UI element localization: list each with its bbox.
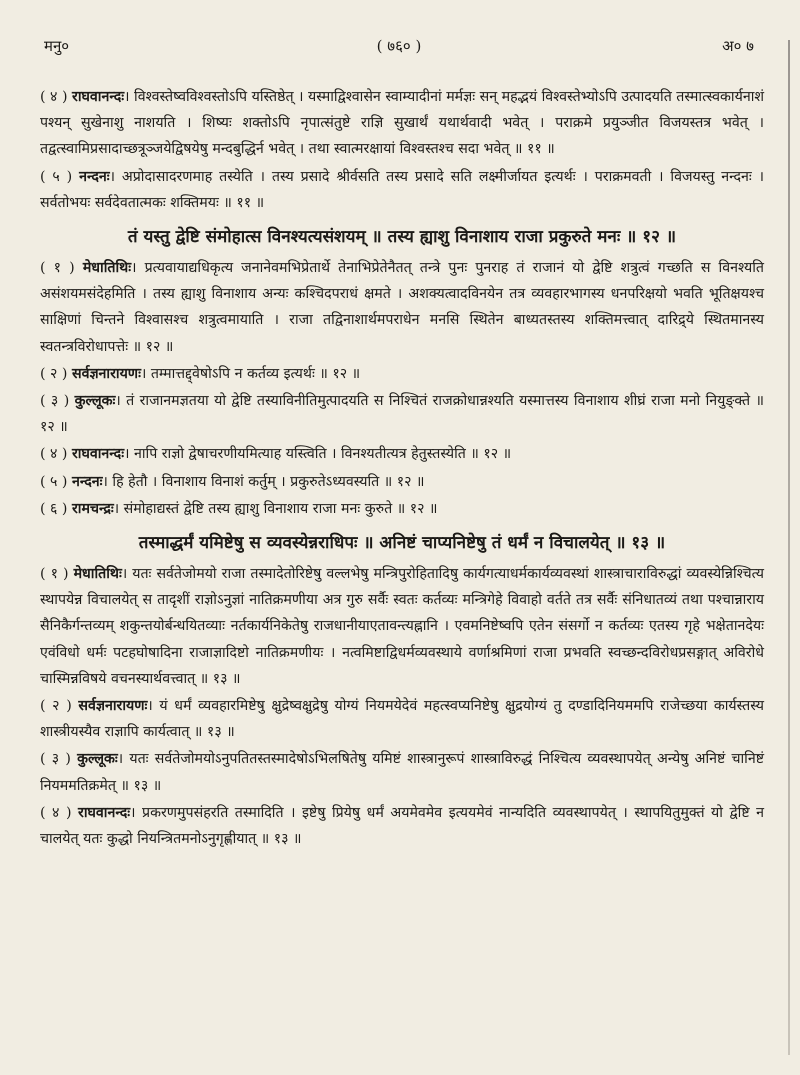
commentator-name: नन्दनः	[71, 473, 103, 490]
commentary-text: । विश्वस्तेष्वविश्वस्तोऽपि यस्तिष्ठेत् । यस्माद्विश्वासेन स्वाम्यादीनां मर्मज्ञः सन् महद्भयं विश्वस्तेभ्योऽपि उत्पादयति तस्मात्स्वकार्यनाशं पश्यन् सुखेनाशु नाशयति । शिष्यः शक्तोऽपि नृपात्संतुष्टे राज्ञि सुखार्थं यथार्थवादी भवेत् । पराक्रमे प्रयुञ्जीत विजयस्तत्र भवेत् । तद्वत्स्वामिप्रसादाच्छत्रूञ्जयेद्विषयेषु मन्दबुद्धिर्न भवेत् । तथा स्वात्मरक्षायां विश्वस्तश्च सदा भवेत् ॥ ११ ॥	[40, 89, 765, 158]
commentator-name: कुल्लूकः	[74, 393, 116, 410]
commentary-paragraph	[40, 361, 764, 387]
running-head	[44, 36, 754, 66]
commentary-text: । यं धर्मं व्यवहारमिष्टेषु क्षुद्रेष्वक्षुद्रेषु योग्यं नियमयेदेवं महत्स्वप्यनिष्टेषु क्षुद्रयोग्यं तु दण्डादिनियममपि राजेच्छया कार्यस्तस्य शास्त्रीयस्यैव राज्ञापि कार्यत्वात् ॥ १३ ॥	[40, 698, 764, 741]
commentary-body	[40, 84, 764, 853]
commentator-name: मेधातिथिः	[82, 260, 132, 277]
commentary-number: ( ४ )	[40, 446, 68, 463]
commentary-text: । तं राजानमज्ञतया यो द्वेष्टि तस्याविनीतिमुत्पादयति स निश्चितं राजक्रोधान्नश्यति यस्मात्तस्य विनाशाय शीघ्रं राजा मनो नियुङ्क्ते ॥ १२ ॥	[40, 393, 764, 436]
commentator-name: सर्वज्ञनारायणः	[71, 365, 141, 382]
commentary-text: । संमोहाद्यस्तं द्वेष्टि तस्य ह्याशु विनाशाय राजा मनः कुरुते ॥ १२ ॥	[113, 500, 438, 517]
commentator-name: कुल्लूकः	[77, 751, 118, 768]
commentator-name: राघवानन्दः	[71, 446, 125, 463]
commentary-paragraph	[40, 693, 764, 745]
commentary-paragraph	[40, 469, 764, 495]
commentary-number: ( १ )	[40, 566, 69, 583]
verse-line: तं यस्तु द्वेष्टि संमोहात्स विनश्यत्यसंशयम् ॥ तस्य ह्याशु विनाशाय राजा प्रकुरुते मनः ॥ १२ ॥	[127, 227, 677, 248]
commentary-number: ( ३ )	[40, 751, 71, 768]
commentary-text: । यतः सर्वतेजोमयो राजा तस्मादेतोरिष्टेषु वल्लभेषु मन्त्रिपुरोहितादिषु कार्यगत्याधर्मकार्यव्यवस्थां शास्त्राचाराविरुद्धां व्यवस्येन्निश्चित्य स्थापयेन्न विचालयेत् स तादृशीं राज्ञोऽनुज्ञां नातिक्रमणीया अत्र गुरु सर्वैः स्वतः कर्तव्यः मन्त्रिगेहे विवाहो वर्तते तत्र सर्वैः संनिधातव्यं तथा पश्चान्नाराय सैनिकैर्गन्तव्यम् शकुन्तयोर्बन्धयितव्याः नर्तकार्यनिकेतेषु राजधानीयाएतावन्त्यह्नानि । एवमनिष्टेष्वपि एतेन संसर्गो न कर्तव्यः एतस्य गृहे भक्षेतानदेयः एवंविधो धर्मः पटहघोषादिना राजाज्ञादिष्टो नातिक्रमणीयः । नत्वमिष्टाद्विधर्मव्यवस्थाये वर्णाश्रमिणां राजा प्रभवति स्वच्छन्दविरोधप्रसङ्गात् अविरोधे चास्मिन्नविषये वचनस्यार्थवत्त्वात् ॥ १३ ॥	[40, 566, 764, 687]
commentary-number: ( १ )	[40, 260, 75, 277]
commentary-paragraph	[40, 496, 764, 522]
commentary-paragraph	[40, 746, 764, 798]
page-number: ( ७६० )	[376, 37, 422, 55]
commentator-name: मेधातिथिः	[73, 566, 122, 583]
commentary-text: । यतः सर्वतेजोमयोऽनुपतितस्तस्मादेषोऽभिलषितेषु यमिष्टं शास्त्रानुरूपं शास्त्राविरुद्धं निश्चित्य व्यवस्थापयेत् अन्येषु अनिष्टं चानिष्टं नियममतिक्रमेत् ॥ १३ ॥	[40, 751, 765, 794]
commentator-name: रामचन्द्रः	[71, 500, 114, 517]
commentary-paragraph	[40, 255, 764, 360]
commentary-number: ( ५ )	[40, 473, 68, 490]
book-title: मनु०	[44, 37, 70, 55]
commentary-number: ( २ )	[40, 698, 72, 715]
commentary-text: । प्रत्यवायाद्यधिकृत्य जनानेवमभिप्रेतार्थे तेनाभिप्रेतेनैतत् तन्त्रे पुनः पुनराह तं राजानं यो द्वेष्टि शत्रुत्वं गच्छति स विनश्यति असंशयमसंदेहमिति । तस्य ह्याशु विनाशाय अन्यः कश्चिदपराधं क्षमते । अशक्यत्वादविनयेन तत्र व्यवहारभागस्य धनपरिक्षयो भवति भूतिक्षयश्च साक्षिणां चिन्तने विश्वासश्च शत्रुत्वमायाति । राजा तद्विनाशार्थमपराधेन मनसि स्थितेन बाध्यतस्तस्य शक्तिमत्त्वात् दारिद्र्ये स्थितमानस्य स्वतन्त्रविरोधापत्तेः ॥ १२ ॥	[40, 260, 765, 355]
binding-edge	[788, 40, 790, 1055]
commentary-paragraph	[40, 164, 764, 216]
commentary-paragraph	[40, 561, 764, 692]
commentary-number: ( ४ )	[40, 804, 72, 821]
commentary-number: ( ५ )	[40, 168, 73, 185]
chapter-number: अ० ७	[722, 37, 754, 55]
commentator-name: राघवानन्दः	[78, 804, 131, 821]
commentary-paragraph	[40, 388, 764, 440]
commentator-name: नन्दनः	[79, 168, 110, 185]
commentator-name: सर्वज्ञनारायणः	[78, 698, 148, 715]
commentary-text: । अप्रोदासादरणमाह तस्येति । तस्य प्रसादे श्रीर्वसति तस्य प्रसादे सति लक्ष्मीर्जायत इत्यर्थः । पराक्रमवती । विजयस्तु नन्दनः । सर्वतोभयः सर्वदेवतात्मकः शक्तिमयः ॥ ११ ॥	[40, 168, 765, 211]
commentator-name: राघवानन्दः	[72, 89, 125, 105]
commentary-number: ( ६ )	[40, 500, 68, 517]
commentary-number: ( ३ )	[40, 393, 70, 410]
commentary-number: ( २ )	[40, 365, 68, 382]
commentary-text: । नापि राज्ञो द्वेषाचरणीयमित्याह यस्त्विति । विनश्यतीत्यत्र हेतुस्तस्येति ॥ १२ ॥	[124, 446, 512, 463]
commentary-paragraph	[40, 441, 764, 467]
commentary-text: । हि हेतौ । विनाशाय विनाशं कर्तुम् । प्रकुरुतेऽध्यवस्यति ॥ १२ ॥	[102, 473, 425, 490]
commentary-text: । तम्मात्तद्द्वेषोऽपि न कर्तव्य इत्यर्थः ॥ १२ ॥	[140, 365, 361, 382]
commentary-number: ( ४ )	[40, 89, 68, 105]
verse-line: तस्माद्धर्मं यमिष्टेषु स व्यवस्येन्नराधिपः ॥ अनिष्टं चाप्यनिष्टेषु तं धर्मं न विचालयेत् ॥ १३ ॥	[138, 533, 666, 554]
commentary-paragraph	[40, 800, 764, 852]
commentary-text: । प्रकरणमुपसंहरति तस्मादिति । इष्टेषु प्रियेषु धर्मं अयमेवमेव इत्ययमेवं नान्यदिति व्यवस्थापयेत् । स्थापयितुमुक्तं यो द्वेष्टि न चालयेत् यतः कुद्धो नियन्त्रितमनोऽनुगृह्णीयात् ॥ १३ ॥	[40, 804, 764, 848]
commentary-paragraph	[40, 84, 764, 163]
